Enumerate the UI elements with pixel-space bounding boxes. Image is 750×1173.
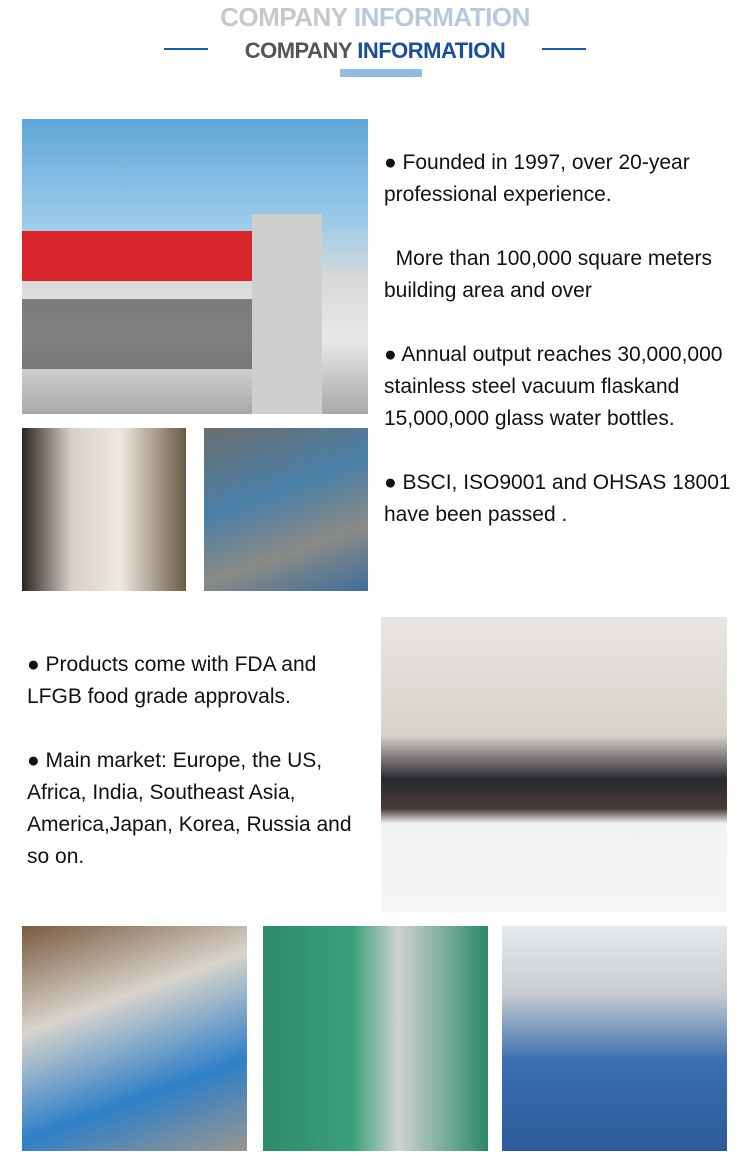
founded-paragraph: ● Founded in 1997, over 20-year professional experience. xyxy=(384,151,690,206)
area-paragraph: More than 100,000 square meters building area and over xyxy=(384,247,713,302)
output-paragraph: ● Annual output reaches 30,000,000 stainless steel vacuum flaskand 15,000,000 glass water bottles. xyxy=(384,343,723,430)
section-title: COMPANY INFORMATION xyxy=(244,38,506,63)
machinery-photo xyxy=(263,926,488,1151)
approvals-paragraph: ● Products come with FDA and LFGB food grade approvals. xyxy=(27,653,317,708)
market-paragraph: ● Main market: Europe, the US, Africa, India, Southeast Asia, America,Japan, Korea, Russia and so on. xyxy=(27,749,352,868)
assembly-workshop-photo xyxy=(22,926,247,1151)
factory-building-photo xyxy=(22,119,368,414)
showroom-photo xyxy=(22,428,186,591)
section2-text xyxy=(27,649,372,905)
title-shadow: COMPANY INFORMATION xyxy=(220,2,530,32)
title-underline xyxy=(340,69,422,77)
warehouse-photo xyxy=(204,428,368,591)
production-floor-photo xyxy=(502,926,727,1151)
section1-text xyxy=(384,147,734,563)
certification-paragraph: ● BSCI, ISO9001 and OHSAS 18001 have been passed . xyxy=(384,471,731,526)
team-photo xyxy=(381,617,727,912)
